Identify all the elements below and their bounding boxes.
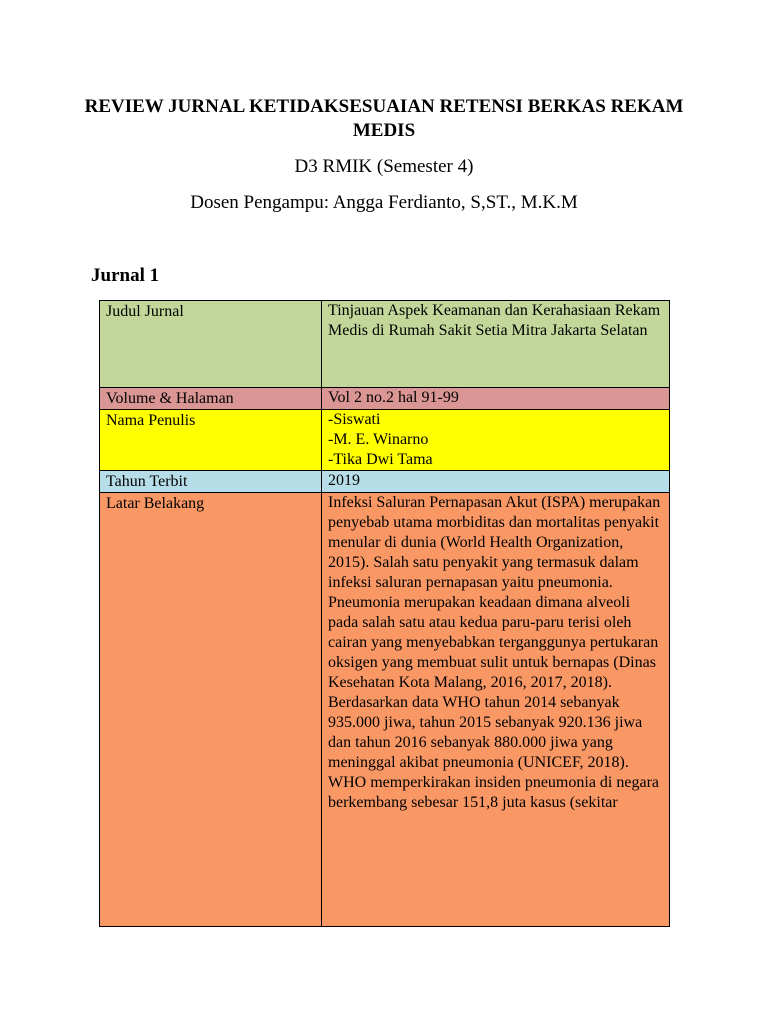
author-name: -Siswati <box>328 411 381 428</box>
table-row-authors <box>100 410 670 471</box>
year-label: Tahun Terbit <box>100 471 322 493</box>
volume-label: Volume & Halaman <box>100 388 322 410</box>
table-row-year <box>100 471 670 493</box>
document-lecturer: Dosen Pengampu: Angga Ferdianto, S,ST., M.K.M <box>190 192 578 213</box>
journal-1-table <box>99 300 670 927</box>
authors-value <box>322 410 670 471</box>
table-row-volume <box>100 388 670 410</box>
author-name: -M. E. Winarno <box>328 431 429 448</box>
title-label: Judul Jurnal <box>100 301 322 388</box>
title-value: Tinjauan Aspek Keamanan dan Kerahasiaan Rekam Medis di Rumah Sakit Setia Mitra Jakarta Selatan <box>322 301 670 388</box>
year-value: 2019 <box>322 471 670 493</box>
author-name: -Tika Dwi Tama <box>328 451 433 468</box>
background-value: Infeksi Saluran Pernapasan Akut (ISPA) merupakan penyebab utama morbiditas dan mortalitas penyakit menular di dunia (World Health Organization, 2015). Salah satu penyakit yang termasuk dalam infeksi saluran pernapasan yaitu pneumonia. Pneumonia merupakan keadaan dimana alveoli pada salah satu atau kedua paru-paru terisi oleh cairan yang menyebabkan terganggunya pertukaran oksigen yang membuat sulit untuk bernapas (Dinas Kesehatan Kota Malang, 2016, 2017, 2018). Berdasarkan data WHO tahun 2014 sebanyak 935.000 jiwa, tahun 2015 sebanyak 920.136 jiwa dan tahun 2016 sebanyak 880.000 jiwa yang meninggal akibat pneumonia (UNICEF, 2018). WHO memperkirakan insiden pneumonia di negara berkembang sebesar 151,8 juta kasus (sekitar <box>322 493 670 927</box>
table-row-background <box>100 493 670 927</box>
journal-1-heading: Jurnal 1 <box>91 265 160 286</box>
volume-value: Vol 2 no.2 hal 91-99 <box>322 388 670 410</box>
background-label: Latar Belakang <box>100 493 322 927</box>
authors-label: Nama Penulis <box>100 410 322 471</box>
document-subtitle: D3 RMIK (Semester 4) <box>294 156 474 177</box>
table-row-title <box>100 301 670 388</box>
document-title: REVIEW JURNAL KETIDAKSESUAIAN RETENSI BERKAS REKAM MEDIS <box>84 96 684 141</box>
